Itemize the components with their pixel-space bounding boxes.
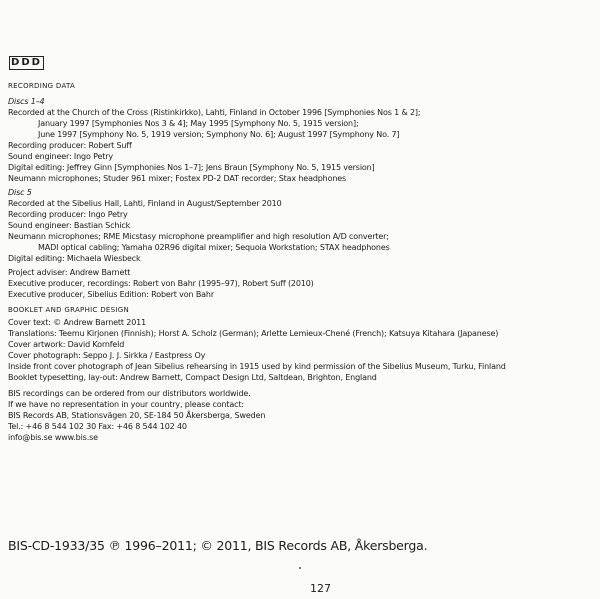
booklet-heading: BOOKLET AND GRAPHIC DESIGN: [8, 306, 129, 314]
booklet-line: Translations: Teemu Kirjonen (Finnish); Horst A. Scholz (German); Arlette Lemieux-Chené (French); Katsuya Kitahara (Japanese): [8, 329, 499, 338]
distribution-line: BIS recordings can be ordered from our distributors worldwide.: [8, 389, 251, 398]
booklet-line: Cover photograph: Seppo J. J. Sirkka / Eastpress Oy: [8, 351, 206, 360]
distribution-line: If we have no representation in your country, please contact:: [8, 400, 244, 409]
discs-1-4-label: Discs 1–4: [8, 97, 45, 106]
distribution-contact-links[interactable]: info@bis.se www.bis.se: [8, 433, 98, 442]
discs-1-4-line: Neumann microphones; Studer 961 mixer; Fostex PD-2 DAT recorder; Stax headphones: [8, 174, 347, 183]
distribution-line: BIS Records AB, Stationsvägen 20, SE-184 50 Åkersberga, Sweden: [8, 411, 266, 420]
booklet-line: Inside front cover photograph of Jean Sibelius rehearsing in 1915 used by kind permission of the Sibelius Museum, Turku, Finland: [8, 362, 506, 371]
catalog-copyright-line: BIS-CD-1933/35 ℗ 1996–2011; © 2011, BIS Records AB, Åkersberga.: [8, 538, 428, 553]
discs-1-4-line: Digital editing: Jeffrey Ginn [Symphonies Nos 1–7]; Jens Braun [Symphony No. 5, 1915 version]: [8, 163, 375, 172]
disc-5-line: Recording producer: Ingo Petry: [8, 210, 128, 219]
discs-1-4-line: Recorded at the Church of the Cross (Ristinkirkko), Lahti, Finland in October 1996 [Symphonies Nos 1 & 2];: [8, 108, 421, 117]
disc-5-line: Neumann microphones; RME Micstasy microphone preamplifier and high resolution A/D converter;: [8, 232, 389, 241]
discs-1-4-line: January 1997 [Symphonies Nos 3 & 4]; May 1995 [Symphony No. 5, 1915 version];: [38, 119, 359, 128]
project-line: Executive producer, recordings: Robert von Bahr (1995–97), Robert Suff (2010): [8, 279, 314, 288]
recording-data-heading: RECORDING DATA: [8, 82, 76, 90]
distribution-line: Tel.: +46 8 544 102 30 Fax: +46 8 544 102 40: [8, 422, 187, 431]
ddd-badge: DDD: [9, 56, 44, 70]
page-number: 127: [310, 582, 331, 595]
disc-5-line: Recorded at the Sibelius Hall, Lahti, Finland in August/September 2010: [8, 199, 282, 208]
booklet-line: Cover artwork: David Kornfeld: [8, 340, 125, 349]
disc-5-line: Sound engineer: Bastian Schick: [8, 221, 131, 230]
project-line: Executive producer, Sibelius Edition: Robert von Bahr: [8, 290, 214, 299]
disc-5-label: Disc 5: [8, 188, 32, 197]
discs-1-4-line: Sound engineer: Ingo Petry: [8, 152, 113, 161]
project-line: Project adviser: Andrew Barnett: [8, 268, 131, 277]
disc-5-line: MADI optical cabling; Yamaha 02R96 digital mixer; Sequoia Workstation; STAX headphones: [38, 243, 390, 252]
booklet-line: Cover text: © Andrew Barnett 2011: [8, 318, 147, 327]
decorative-dot: [299, 567, 301, 569]
discs-1-4-line: June 1997 [Symphony No. 5, 1919 version; Symphony No. 6]; August 1997 [Symphony No. 7]: [38, 130, 400, 139]
discs-1-4-line: Recording producer: Robert Suff: [8, 141, 132, 150]
disc-5-line: Digital editing: Michaela Wiesbeck: [8, 254, 141, 263]
booklet-line: Booklet typesetting, lay-out: Andrew Barnett, Compact Design Ltd, Saltdean, Brighton, England: [8, 373, 377, 382]
